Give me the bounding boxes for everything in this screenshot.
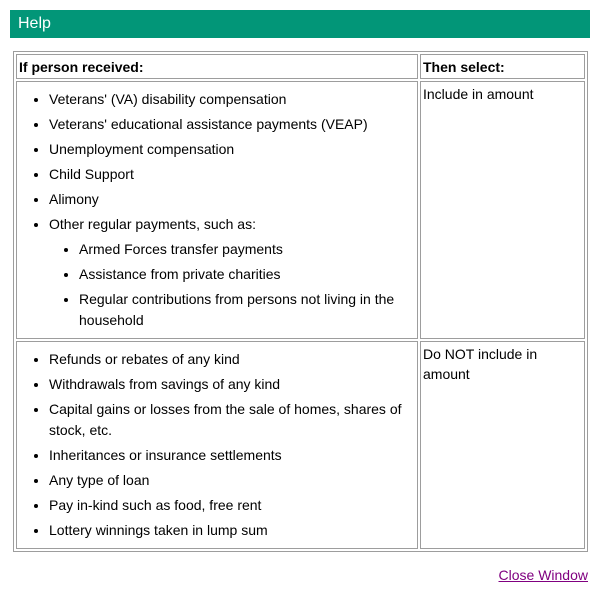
then-select-value-include: Include in amount	[420, 81, 585, 339]
exclude-list	[19, 349, 415, 541]
exclude-items-cell	[16, 341, 418, 549]
page-title: Help	[18, 15, 51, 32]
include-items-cell	[16, 81, 418, 339]
column-header-if-person-received: If person received:	[16, 54, 418, 79]
list-item: • Pay in-kind such as food, free rent	[49, 495, 415, 516]
list-item: • Capital gains or losses from the sale of homes, shares of stock, etc.	[49, 399, 415, 441]
sub-list-item: • Assistance from private charities	[79, 264, 415, 285]
include-list	[19, 89, 415, 331]
include-sublist	[49, 239, 415, 331]
sub-list-item: • Armed Forces transfer payments	[79, 239, 415, 260]
list-item	[49, 214, 415, 331]
list-item: • Any type of loan	[49, 470, 415, 491]
list-item: • Veterans' educational assistance payments (VEAP)	[49, 114, 415, 135]
list-item: • Child Support	[49, 164, 415, 185]
table-row-exclude	[16, 341, 585, 549]
list-item: • Veterans' (VA) disability compensation	[49, 89, 415, 110]
then-select-value-exclude: Do NOT include in amount	[420, 341, 585, 549]
list-item: • Inheritances or insurance settlements	[49, 445, 415, 466]
list-item: • Unemployment compensation	[49, 139, 415, 160]
close-window-link[interactable]: Close Window	[498, 567, 588, 583]
table-header-row	[16, 54, 585, 79]
list-item: • Alimony	[49, 189, 415, 210]
sub-list-item: • Regular contributions from persons not living in the household	[79, 289, 415, 331]
help-table	[13, 51, 588, 552]
help-titlebar	[10, 10, 590, 38]
footer	[10, 567, 588, 583]
list-item: • Withdrawals from savings of any kind	[49, 374, 415, 395]
list-item: • Refunds or rebates of any kind	[49, 349, 415, 370]
list-item-label: Other regular payments, such as:	[49, 216, 256, 232]
column-header-then-select: Then select:	[420, 54, 585, 79]
table-row-include	[16, 81, 585, 339]
list-item: • Lottery winnings taken in lump sum	[49, 520, 415, 541]
